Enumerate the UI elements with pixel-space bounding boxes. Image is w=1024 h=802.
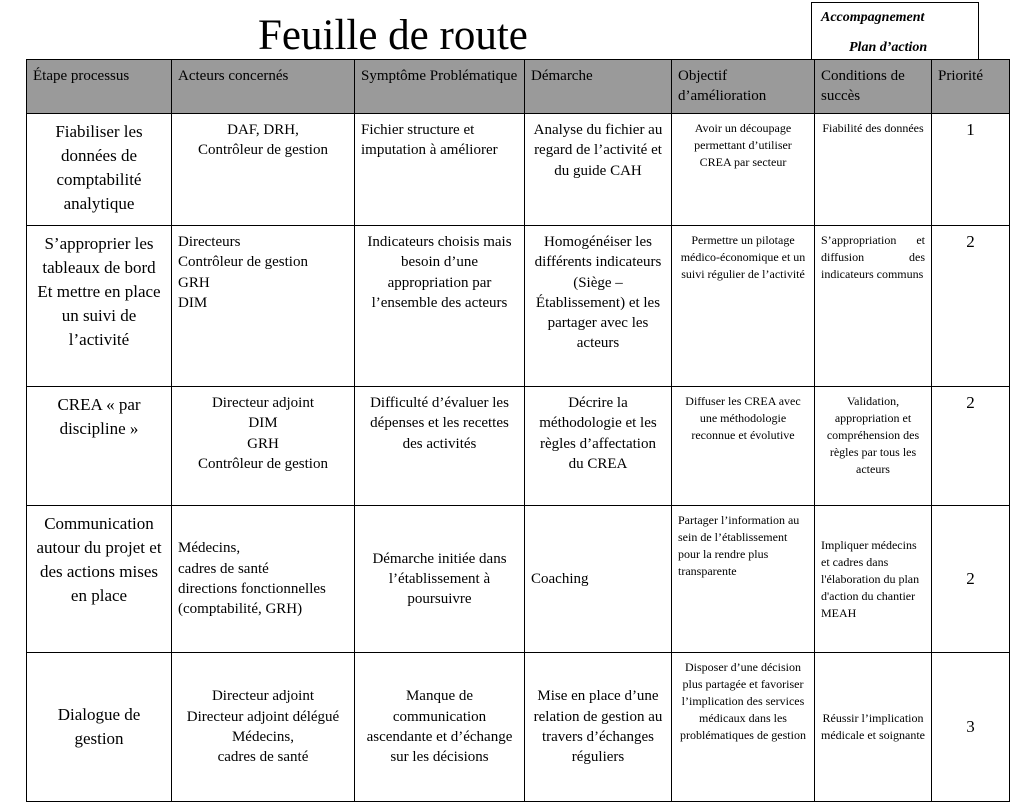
- cell-conditions: Validation, appropriation et compréhension des règles par tous les acteurs: [815, 387, 932, 506]
- header-priorite: Priorité: [932, 60, 1010, 114]
- table-row: [27, 653, 1010, 802]
- cell-objectif: Partager l’information au sein de l’établissement pour la rendre plus transparente: [672, 506, 815, 653]
- cell-etape: CREA « par discipline »: [27, 387, 172, 506]
- cell-symptome: Manque de communication ascendante et d’échange sur les décisions: [355, 653, 525, 802]
- cell-conditions: Impliquer médecins et cadres dans l'élaboration du plan d'action du chantier MEAH: [815, 506, 932, 653]
- cell-objectif: Permettre un pilotage médico-économique et un suivi régulier de l’activité: [672, 226, 815, 387]
- cell-demarche: Mise en place d’une relation de gestion au travers d’échanges réguliers: [525, 653, 672, 802]
- cell-demarche: Décrire la méthodologie et les règles d’affectation du CREA: [525, 387, 672, 506]
- cell-symptome: Fichier structure et imputation à améliorer: [355, 114, 525, 226]
- cell-priorite: 1: [932, 114, 1010, 226]
- tag-line-2: Plan d’action: [849, 40, 928, 55]
- table-row: [27, 387, 1010, 506]
- roadmap-table: [26, 59, 1010, 802]
- cell-priorite: 3: [932, 653, 1010, 802]
- cell-symptome: Difficulté d’évaluer les dépenses et les recettes des activités: [355, 387, 525, 506]
- section-tag: [811, 2, 979, 60]
- cell-priorite: 2: [932, 387, 1010, 506]
- cell-priorite: 2: [932, 506, 1010, 653]
- cell-objectif: Disposer d’une décision plus partagée et favoriser l’implication des services médicaux dans les problématiques de gestion: [672, 653, 815, 802]
- cell-demarche: Analyse du fichier au regard de l’activité et du guide CAH: [525, 114, 672, 226]
- header-objectif: Objectif d’amélioration: [672, 60, 815, 114]
- page-title: Feuille de route: [258, 12, 528, 59]
- cell-etape: Communication autour du projet et des actions mises en place: [27, 506, 172, 653]
- table-header-row: [27, 60, 1010, 114]
- header-symptome: Symptôme Problématique: [355, 60, 525, 114]
- cell-symptome: Indicateurs choisis mais besoin d’une appropriation par l’ensemble des acteurs: [355, 226, 525, 387]
- cell-symptome: Démarche initiée dans l’établissement à poursuivre: [355, 506, 525, 653]
- table-row: [27, 226, 1010, 387]
- cell-acteurs: Directeur adjoint Directeur adjoint délégué Médecins, cadres de santé: [172, 653, 355, 802]
- cell-priorite: 2: [932, 226, 1010, 387]
- table-row: [27, 506, 1010, 653]
- cell-acteurs: Médecins, cadres de santé directions fonctionnelles (comptabilité, GRH): [172, 506, 355, 653]
- cell-acteurs: Directeur adjoint DIM GRH Contrôleur de gestion: [172, 387, 355, 506]
- cell-acteurs: DAF, DRH, Contrôleur de gestion: [172, 114, 355, 226]
- cell-objectif: Avoir un découpage permettant d’utiliser CREA par secteur: [672, 114, 815, 226]
- cell-objectif: Diffuser les CREA avec une méthodologie reconnue et évolutive: [672, 387, 815, 506]
- cell-etape: S’approprier les tableaux de bord Et mettre en place un suivi de l’activité: [27, 226, 172, 387]
- cell-acteurs: Directeurs Contrôleur de gestion GRH DIM: [172, 226, 355, 387]
- header-etape: Étape processus: [27, 60, 172, 114]
- cell-conditions: S’appropriation et diffusion des indicateurs communs: [815, 226, 932, 387]
- header-acteurs: Acteurs concernés: [172, 60, 355, 114]
- tag-line-1: Accompagnement: [821, 10, 925, 25]
- cell-demarche: Homogénéiser les différents indicateurs (Siège – Établissement) et les partager avec les acteurs: [525, 226, 672, 387]
- cell-demarche: Coaching: [525, 506, 672, 653]
- cell-etape: Dialogue de gestion: [27, 653, 172, 802]
- header-conditions: Conditions de succès: [815, 60, 932, 114]
- cell-etape: Fiabiliser les données de comptabilité analytique: [27, 114, 172, 226]
- cell-conditions: Fiabilité des données: [815, 114, 932, 226]
- header-demarche: Démarche: [525, 60, 672, 114]
- table-row: [27, 114, 1010, 226]
- cell-conditions: Réussir l’implication médicale et soignante: [815, 653, 932, 802]
